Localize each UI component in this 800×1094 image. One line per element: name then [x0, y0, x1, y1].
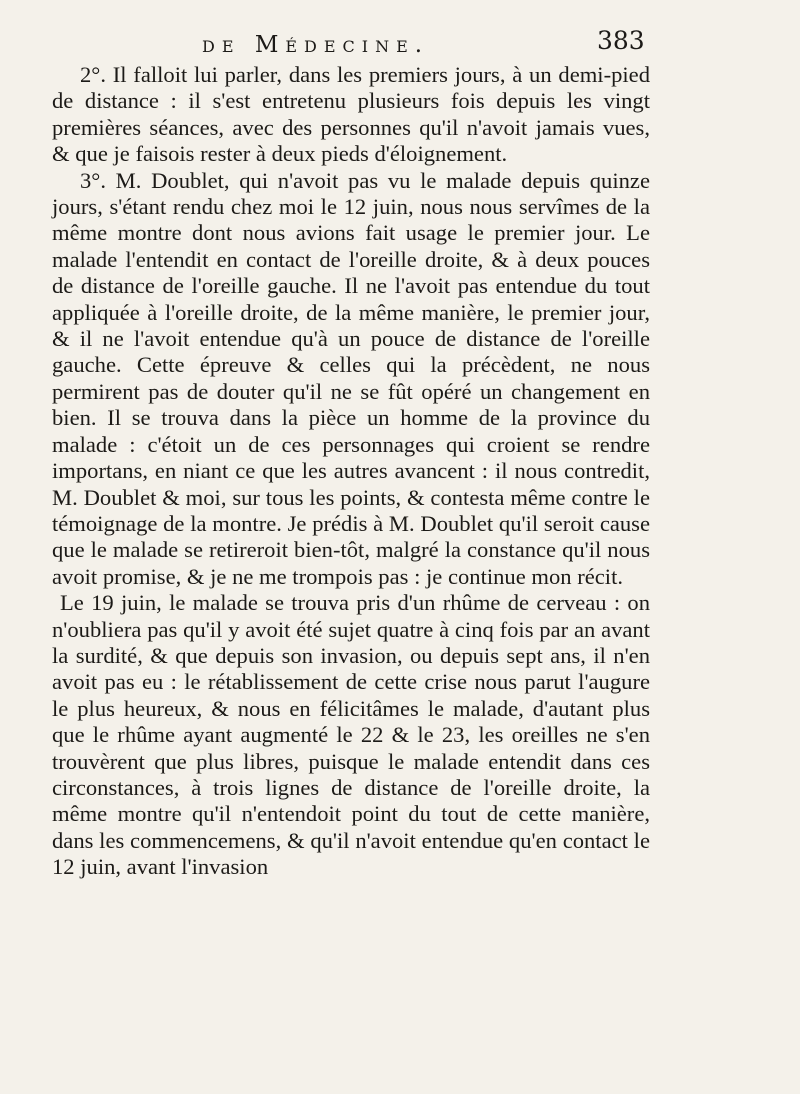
page-number: 383 — [597, 26, 645, 55]
paragraph-3: 3°. M. Doublet, qui n'avoit pas vu le malade depuis quinze jours, s'étant rendu chez moi le 12 juin, nous nous servîmes de la même montre dont nous avions fait usage le premier jour. Le malade l'entendit en contact de l'oreille droite, & à deux pouces de distance de l'oreille gauche. Il ne l'avoit pas entendue du tout appliquée à l'oreille droite, de la même manière, le premier jour, & il ne l'avoit entendue qu'à un pouce de distance de l'oreille gauche. Cette épreuve & celles qui la précèdent, ne nous permirent pas de douter qu'il ne se fût opéré un changement en bien. Il se trouva dans la pièce un homme de la province du malade : c'étoit un de ces personnages qui croient se rendre importans, en niant ce que les autres avancent : il nous contredit, M. Doublet & moi, sur tous les points, & contesta même contre le témoignage de la montre. Je prédis à M. Doublet qu'il seroit cause que le malade se retireroit bien-tôt, malgré la constance qu'il nous avoit promise, & je ne me trompois pas : je continue mon récit. — [52, 167, 650, 589]
page-header — [52, 22, 650, 62]
running-title: de Médecine. — [202, 32, 430, 58]
paragraph-19-juin: Le 19 juin, le malade se trouva pris d'un rhûme de cerveau : on n'oubliera pas qu'il y avoit été sujet quatre à cinq fois par an avant la surdité, & que depuis son invasion, ou depuis sept ans, il n'en avoit pas eu : le rétablissement de cette crise nous parut l'augure le plus heureux, & nous en félicitâmes le malade, d'autant plus que le rhûme ayant augmenté le 22 & le 23, les oreilles ne s'en trouvèrent que plus libres, puisque le malade entendit dans ces circonstances, à trois lignes de distance de l'oreille droite, la même montre qu'il n'entendoit point du tout de cette manière, dans les commencemens, & qu'il n'avoit entendue qu'en contact le 12 juin, avant l'invasion — [52, 590, 650, 880]
body-text — [52, 62, 650, 881]
paragraph-2: 2°. Il falloit lui parler, dans les premiers jours, à un demi-pied de distance : il s'est entretenu plusieurs fois depuis les vingt premières séances, avec des personnes qu'il n'avoit jamais vues, & que je faisois rester à deux pieds d'éloignement. — [52, 62, 650, 167]
